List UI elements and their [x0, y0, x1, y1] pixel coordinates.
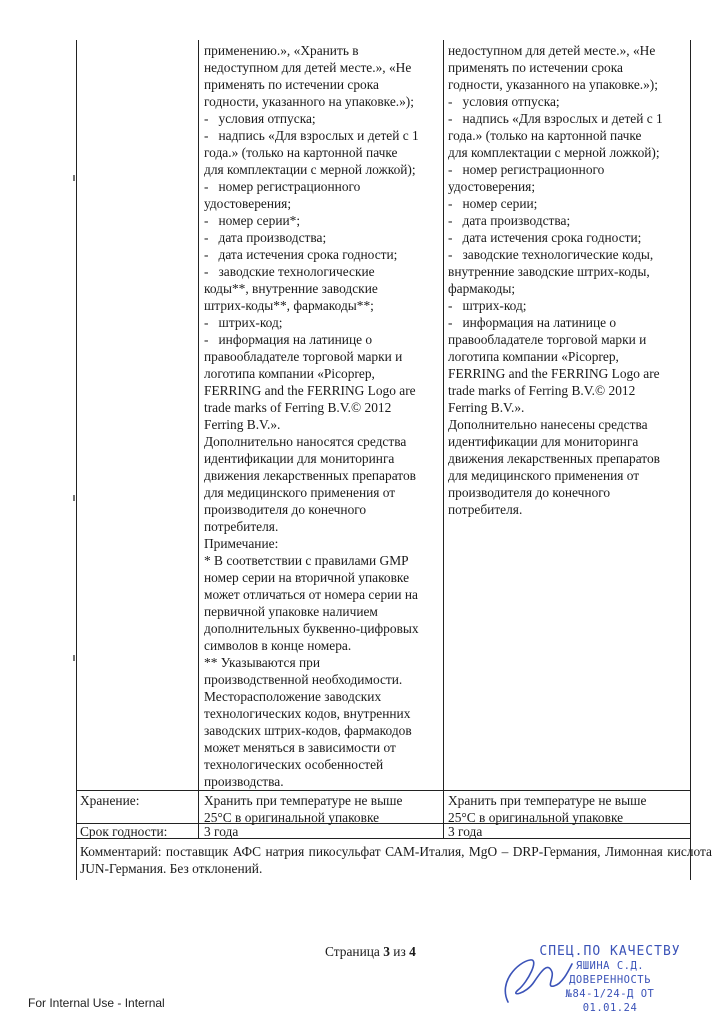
left-line: - дата истечения срока годности; [204, 247, 398, 262]
right-line: удостоверения; [448, 179, 536, 194]
left-line: - дата производства; [204, 230, 327, 245]
right-line: - условия отпуска; [448, 94, 560, 109]
right-line: логотипа компании «Picoprep, [448, 349, 619, 364]
left-line: идентификации для мониторинга [204, 451, 395, 466]
right-line: движения лекарственных препаратов [448, 451, 660, 466]
right-line: Ferring B.V.». [448, 400, 525, 415]
table-col-divider [198, 40, 199, 838]
right-line: - информация на латинице о [448, 315, 617, 330]
left-line: правообладателе торговой марки и [204, 349, 403, 364]
left-line: технологических особенностей [204, 757, 384, 772]
left-line: - номер регистрационного [204, 179, 361, 194]
stamp-line-3: ДОВЕРЕННОСТЬ [569, 974, 651, 986]
left-line: Месторасположение заводских [204, 689, 382, 704]
right-line: внутренние заводские штрих-коды, [448, 264, 650, 279]
quality-stamp [535, 945, 685, 1015]
left-line: производства. [204, 774, 284, 789]
stamp-line-1: СПЕЦ.ПО КАЧЕСТВУ [539, 944, 681, 959]
left-line: - штрих-код; [204, 315, 283, 330]
left-line: года.» (только на картонной пачке [204, 145, 398, 160]
left-line: штрих-коды**, фармакоды**; [204, 298, 374, 313]
right-line: - штрих-код; [448, 298, 527, 313]
page-label: Страница [325, 944, 380, 959]
right-line: для медицинского применения от [448, 468, 640, 483]
right-line: правообладателе торговой марки и [448, 332, 647, 347]
shelf-life-left-value: 3 года [204, 824, 239, 839]
left-line: для комплектации с мерной ложкой); [204, 162, 416, 177]
left-line: технологических кодов, внутренних [204, 706, 411, 721]
comment-text: Комментарий: поставщик АФС натрия пикосульфат САМ-Италия, MgO – DRP-Германия, Лимонная кислота JUN-Германия. Без отклонений. [80, 844, 712, 876]
right-line: потребителя. [448, 502, 523, 517]
stamp-line-4: №84-1/24-Д ОТ 01.01.24 [565, 988, 655, 1014]
row-divider-storage [76, 790, 691, 791]
page-number [325, 944, 416, 960]
left-line: может меняться в зависимости от [204, 740, 396, 755]
scan-mark [73, 175, 75, 181]
left-line: применять по истечении срока [204, 77, 379, 92]
storage-left-value: Хранить при температуре не выше 25°C в оригинальной упаковке [204, 793, 403, 825]
right-line: для комплектации с мерной ложкой); [448, 145, 660, 160]
scan-mark [73, 495, 75, 501]
storage-right-value: Хранить при температуре не выше 25°C в оригинальной упаковке [448, 793, 647, 825]
right-line: применять по истечении срока [448, 60, 623, 75]
left-line: первичной упаковке наличием [204, 604, 378, 619]
right-line: года.» (только на картонной пачке [448, 128, 642, 143]
right-line: - надпись «Для взрослых и детей с 1 [448, 111, 663, 126]
left-line: ** Указываются при [204, 655, 320, 670]
right-line: производителя до конечного [448, 485, 611, 500]
right-line: - заводские технологические коды, [448, 247, 654, 262]
left-line: - условия отпуска; [204, 111, 316, 126]
right-line: фармакоды; [448, 281, 516, 296]
left-line: годности, указанного на упаковке.»); [204, 94, 414, 109]
page-of: из [393, 944, 406, 959]
left-line: - информация на латинице о [204, 332, 373, 347]
left-line: символов в конце номера. [204, 638, 352, 653]
shelf-life-label: Срок годности: [80, 824, 168, 839]
left-line: движения лекарственных препаратов [204, 468, 416, 483]
left-line: Ferring B.V.». [204, 417, 281, 432]
page-total: 4 [409, 944, 416, 959]
left-line: дополнительных буквенно-цифровых [204, 621, 419, 636]
scan-mark [73, 655, 75, 661]
left-line: потребителя. [204, 519, 279, 534]
stamp-line-2: ЯШИНА С.Д. [575, 960, 645, 972]
right-line: годности, указанного на упаковке.»); [448, 77, 658, 92]
right-line: Дополнительно нанесены средства [448, 417, 648, 432]
left-line: может отличаться от номера серии на [204, 587, 418, 602]
left-column-text [204, 42, 440, 790]
left-line: FERRING and the FERRING Logo are [204, 383, 416, 398]
left-line: для медицинского применения от [204, 485, 396, 500]
storage-label: Хранение: [80, 793, 140, 808]
row-divider-comment [76, 838, 691, 839]
left-line: номер серии на вторичной упаковке [204, 570, 410, 585]
left-line: логотипа компании «Picoprep, [204, 366, 375, 381]
right-column-text [448, 42, 688, 518]
classification-footer: For Internal Use - Internal [28, 996, 165, 1010]
page-current: 3 [383, 944, 390, 959]
left-line: - надпись «Для взрослых и детей с 1 [204, 128, 419, 143]
right-line: недоступном для детей месте.», «Не [448, 43, 656, 58]
left-line: заводских штрих-кодов, фармакодов [204, 723, 412, 738]
right-line: - номер регистрационного [448, 162, 605, 177]
right-line: - дата истечения срока годности; [448, 230, 642, 245]
left-line: trade marks of Ferring B.V.© 2012 [204, 400, 392, 415]
right-line: - дата производства; [448, 213, 571, 228]
right-line: trade marks of Ferring B.V.© 2012 [448, 383, 636, 398]
left-line: * В соответствии с правилами GMP [204, 553, 409, 568]
left-line: - номер серии*; [204, 213, 301, 228]
right-line: - номер серии; [448, 196, 538, 211]
table-right-border [690, 40, 691, 880]
left-line: коды**, внутренние заводские [204, 281, 378, 296]
table-left-border [76, 40, 77, 880]
right-line: идентификации для мониторинга [448, 434, 639, 449]
left-line: - заводские технологические [204, 264, 375, 279]
left-line: удостоверения; [204, 196, 292, 211]
left-line: недоступном для детей месте.», «Не [204, 60, 412, 75]
left-line: производственной необходимости. [204, 672, 403, 687]
table-col-divider-2 [443, 40, 444, 838]
shelf-life-right-value: 3 года [448, 824, 483, 839]
left-line: Дополнительно наносятся средства [204, 434, 407, 449]
left-line: производителя до конечного [204, 502, 367, 517]
left-line: применению.», «Хранить в [204, 43, 359, 58]
right-line: FERRING and the FERRING Logo are [448, 366, 660, 381]
left-line: Примечание: [204, 536, 279, 551]
